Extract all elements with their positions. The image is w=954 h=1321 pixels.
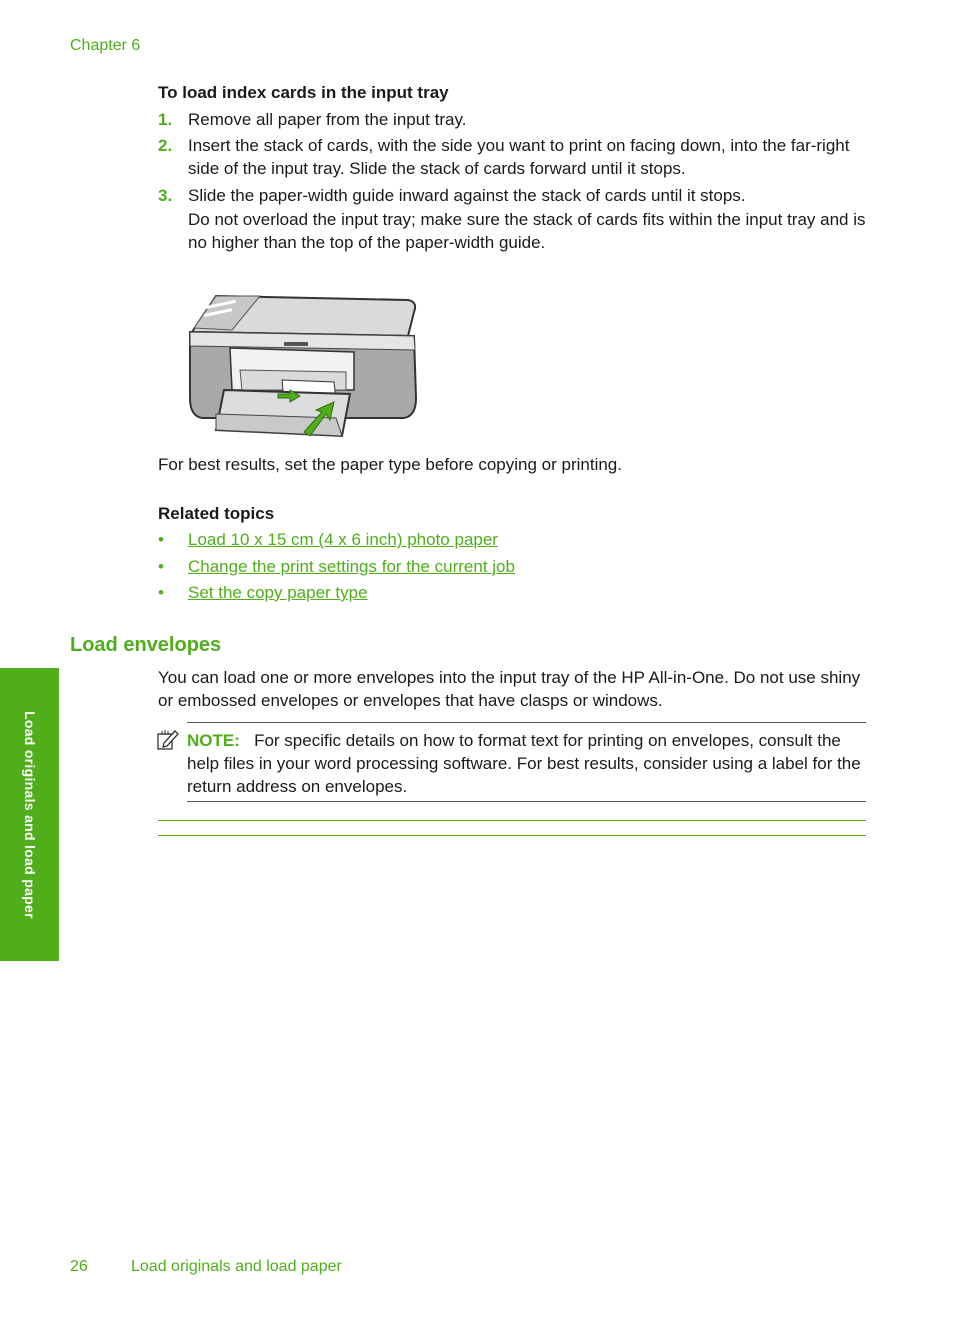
printer-loading-cards-illustration bbox=[186, 290, 420, 440]
page-number: 26 bbox=[70, 1258, 88, 1275]
note-label: NOTE: bbox=[187, 731, 240, 750]
step-number: 3. bbox=[158, 186, 173, 205]
step-note: Do not overload the input tray; make sure the stack of cards fits within the input tray and is no higher than the top of the paper-width guide. bbox=[188, 210, 866, 252]
link-change-print-settings[interactable]: Change the print settings for the current job bbox=[188, 557, 515, 576]
note-block bbox=[187, 729, 869, 798]
related-topics-title: Related topics bbox=[158, 504, 275, 523]
step-text: Slide the paper-width guide inward against the stack of cards until it stops. bbox=[188, 186, 746, 205]
link-load-photo-paper[interactable]: Load 10 x 15 cm (4 x 6 inch) photo paper bbox=[188, 530, 498, 549]
green-rule-2 bbox=[158, 835, 866, 836]
best-results-text: For best results, set the paper type before copying or printing. bbox=[158, 455, 622, 474]
bullet: • bbox=[158, 583, 164, 602]
green-rule-1 bbox=[158, 820, 866, 821]
footer-section: Load originals and load paper bbox=[131, 1258, 342, 1275]
note-pencil-icon bbox=[157, 729, 179, 751]
step-2 bbox=[158, 134, 868, 180]
procedure-title: To load index cards in the input tray bbox=[158, 83, 449, 102]
note-top-rule bbox=[187, 722, 866, 723]
bullet: • bbox=[158, 557, 164, 576]
step-3 bbox=[158, 184, 868, 254]
step-text: Insert the stack of cards, with the side you want to print on facing down, into the far-right side of the input tray. Slide the stack of cards forward until it stops. bbox=[188, 136, 850, 178]
section-title-load-envelopes: Load envelopes bbox=[70, 634, 222, 656]
side-tab-label: Load originals and load paper bbox=[22, 710, 38, 919]
link-set-copy-paper-type[interactable]: Set the copy paper type bbox=[188, 583, 368, 602]
note-text: For specific details on how to format text for printing on envelopes, consult the help files in your word processing software. For best results, consider using a label for the return address on envelopes. bbox=[187, 731, 861, 796]
bullet: • bbox=[158, 530, 164, 549]
side-chapter-tab bbox=[0, 668, 59, 961]
step-number: 1. bbox=[158, 110, 173, 129]
chapter-header: Chapter 6 bbox=[70, 37, 141, 54]
step-1 bbox=[158, 108, 868, 131]
envelopes-intro: You can load one or more envelopes into the input tray of the HP All-in-One. Do not use shiny or embossed envelopes or envelopes that have clasps or windows. bbox=[158, 668, 861, 710]
note-bottom-rule bbox=[187, 801, 866, 802]
step-text: Remove all paper from the input tray. bbox=[188, 110, 467, 129]
step-number: 2. bbox=[158, 136, 173, 155]
